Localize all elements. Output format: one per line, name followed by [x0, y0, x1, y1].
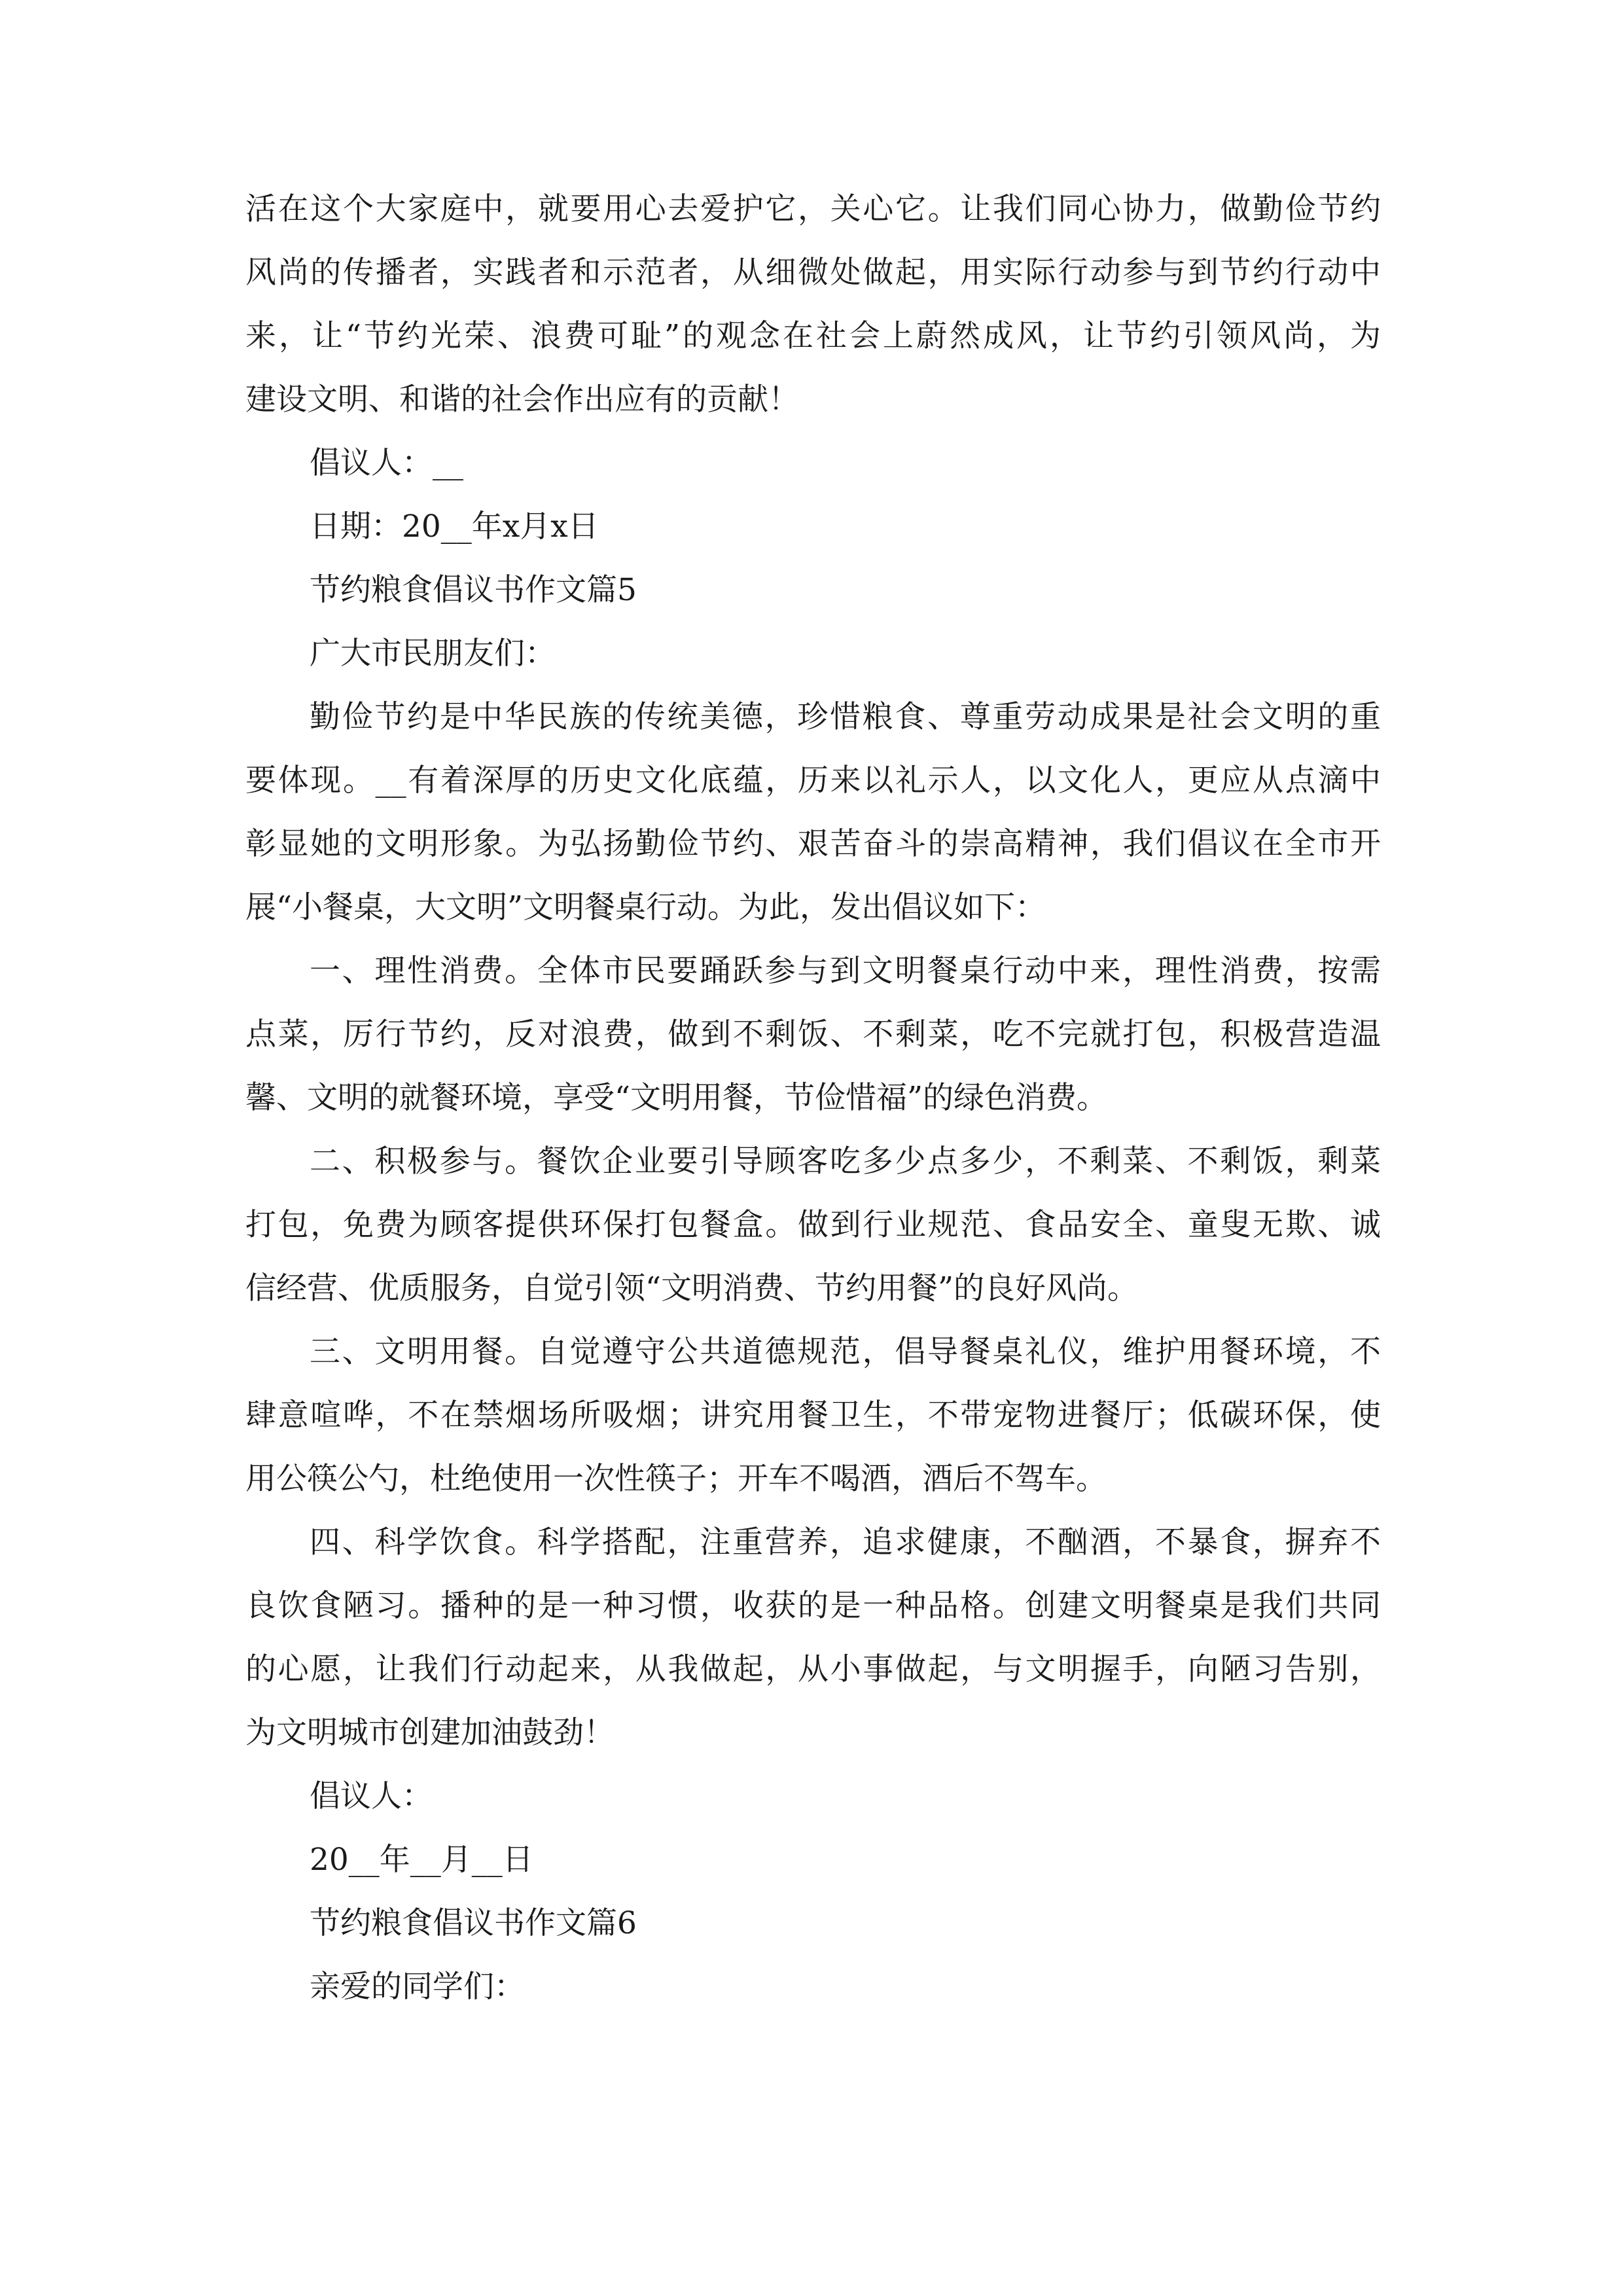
text-line: 要体现。__有着深厚的历史文化底蕴，历来以礼示人，以文化人，更应从点滴中	[245, 762, 1381, 798]
date-line: 20__年__月__日	[310, 1842, 533, 1878]
section-title: 节约粮食倡议书作文篇5	[310, 572, 637, 608]
text-line: 勤俭节约是中华民族的传统美德，珍惜粮食、尊重劳动成果是社会文明的重	[310, 699, 1381, 735]
text-line: 为文明城市创建加油鼓劲！	[245, 1715, 615, 1751]
text-line: 肆意喧哗，不在禁烟场所吸烟；讲究用餐卫生，不带宠物进餐厅；低碳环保，使	[245, 1397, 1381, 1433]
text-line: 建设文明、和谐的社会作出应有的贡献！	[245, 382, 799, 418]
text-line: 彰显她的文明形象。为弘扬勤俭节约、艰苦奋斗的崇高精神，我们倡议在全市开	[245, 826, 1381, 862]
text-line: 风尚的传播者，实践者和示范者，从细微处做起，用实际行动参与到节约行动中	[245, 255, 1381, 291]
text-line: 良饮食陋习。播种的是一种习惯，收获的是一种品格。创建文明餐桌是我们共同	[245, 1588, 1381, 1624]
text-line: 一、理性消费。全体市民要踊跃参与到文明餐桌行动中来，理性消费，按需	[310, 953, 1381, 989]
text-line: 展“小餐桌，大文明”文明餐桌行动。为此，发出倡议如下：	[245, 889, 1046, 925]
text-line: 信经营、优质服务，自觉引领“文明消费、节约用餐”的良好风尚。	[245, 1270, 1139, 1306]
signature-line: 倡议人：__	[310, 445, 463, 481]
text-line: 点菜，厉行节约，反对浪费，做到不剩饭、不剩菜，吃不完就打包，积极营造温	[245, 1016, 1381, 1052]
text-line: 用公筷公勺，杜绝使用一次性筷子；开车不喝酒，酒后不驾车。	[245, 1461, 1107, 1497]
text-line: 的心愿，让我们行动起来，从我做起，从小事做起，与文明握手，向陋习告别，	[245, 1651, 1381, 1687]
text-line: 三、文明用餐。自觉遵守公共道德规范，倡导餐桌礼仪，维护用餐环境，不	[310, 1334, 1381, 1370]
text-line: 打包，免费为顾客提供环保打包餐盒。做到行业规范、食品安全、童叟无欺、诚	[245, 1207, 1381, 1243]
section-title: 节约粮食倡议书作文篇6	[310, 1905, 637, 1941]
text-line: 四、科学饮食。科学搭配，注重营养，追求健康，不酗酒，不暴食，摒弃不	[310, 1524, 1381, 1560]
text-line: 活在这个大家庭中，就要用心去爱护它，关心它。让我们同心协力，做勤俭节约	[245, 191, 1381, 227]
salutation: 广大市民朋友们：	[310, 636, 556, 672]
signature-line: 倡议人：	[310, 1778, 433, 1814]
text-line: 二、积极参与。餐饮企业要引导顾客吃多少点多少，不剩菜、不剩饭，剩菜	[310, 1143, 1381, 1179]
text-line: 来，让“节约光荣、浪费可耻”的观念在社会上蔚然成风，让节约引领风尚，为	[245, 318, 1381, 354]
salutation: 亲爱的同学们：	[310, 1969, 525, 2005]
date-line: 日期：20__年x月x日	[310, 509, 599, 545]
text-line: 馨、文明的就餐环境，享受“文明用餐，节俭惜福”的绿色消费。	[245, 1080, 1108, 1116]
